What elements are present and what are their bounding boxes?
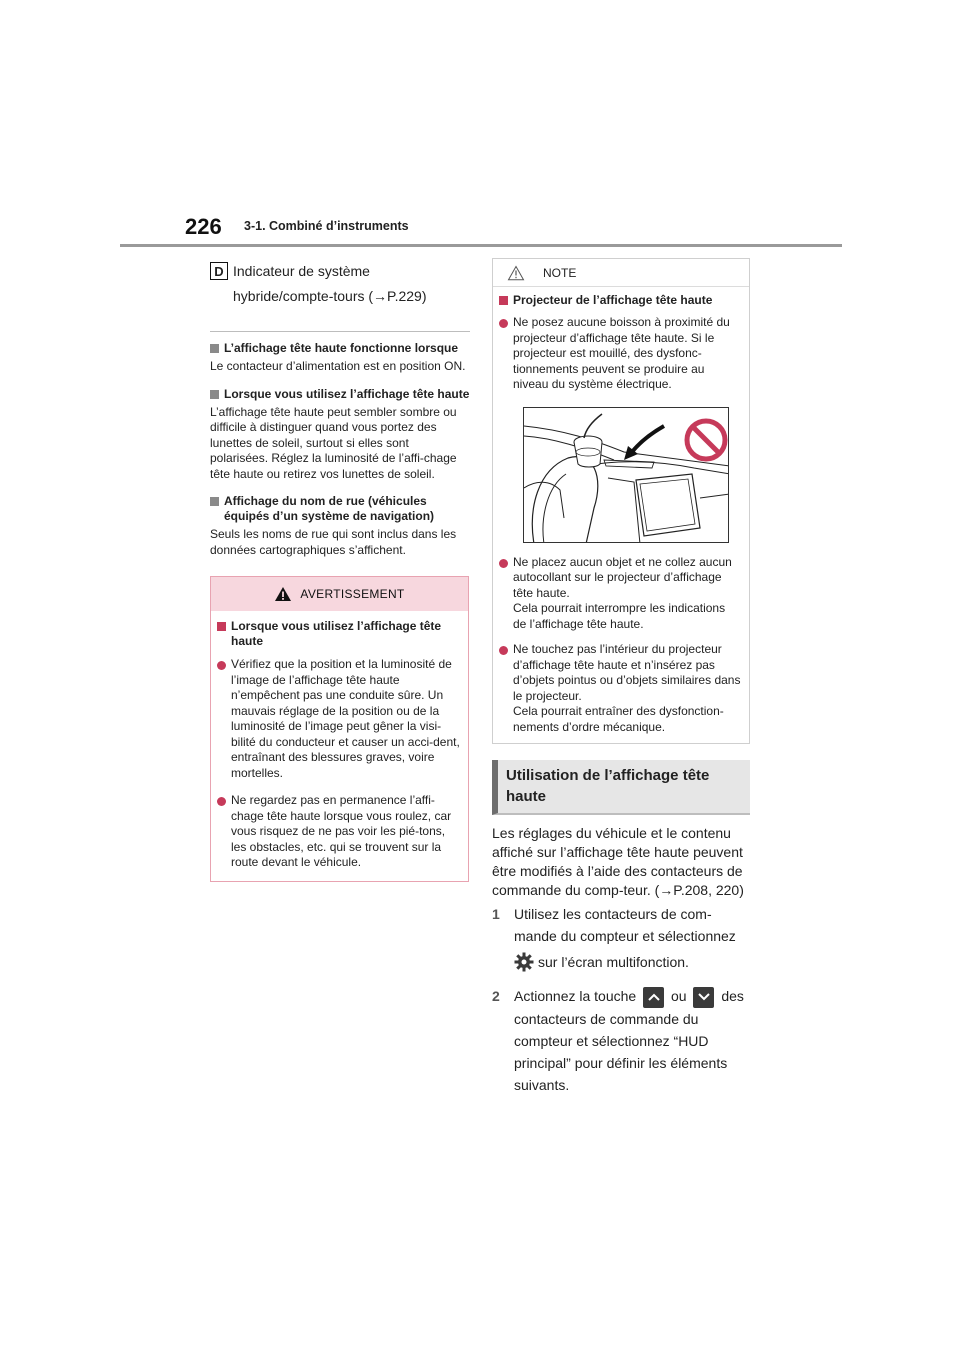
info-heading-text: L’affichage tête haute fonctionne lorsque xyxy=(224,341,459,355)
round-bullet-icon xyxy=(217,797,226,806)
round-bullet-icon xyxy=(499,646,508,655)
step-number: 1 xyxy=(492,906,500,922)
prohibited-icon xyxy=(687,421,725,459)
round-bullet-icon xyxy=(499,559,508,568)
note-bullet-text: Ne posez aucune boisson à proximité du projecteur d’affichage tête haute. Si le projecteur est mouillé, des dysfonc-tionnements peuvent se produire au niveau du système électrique. xyxy=(513,315,730,391)
section-subheading: Utilisation de l’affichage tête haute xyxy=(492,760,750,815)
info-heading xyxy=(210,494,470,524)
square-bullet-icon xyxy=(210,390,219,399)
dashboard-illustration xyxy=(524,408,729,543)
info-body: L’affichage tête haute peut sembler sombre ou difficile à distinguer quand vous portez des lunettes de soleil, surtout si elles sont polarisées. Réglez la luminosité de l’affi-chage tête haute ou retirez vos lunettes de soleil. xyxy=(210,404,457,481)
left-column xyxy=(210,260,470,882)
warning-title: AVERTISSEMENT xyxy=(300,587,405,601)
note-bullet xyxy=(499,315,741,393)
step-text: Actionnez la touche xyxy=(514,988,637,1004)
step-line: compteur et sélectionnez “HUD xyxy=(514,1032,709,1049)
step-line: principal” pour définir les éléments xyxy=(514,1054,728,1071)
legend-item-line1: Indicateur de système xyxy=(233,263,370,279)
warning-bullet xyxy=(217,657,460,781)
warning-content xyxy=(211,611,468,881)
chevron-up-icon xyxy=(643,987,664,1008)
info-body: Seuls les noms de rue qui sont inclus dans les données cartographiques s’affichent. xyxy=(210,527,457,557)
info-heading xyxy=(210,387,470,402)
note-title-bar xyxy=(493,259,749,287)
warning-triangle-icon xyxy=(274,586,292,602)
step-2 xyxy=(492,985,750,1096)
round-bullet-icon xyxy=(217,661,226,670)
step-icon-line xyxy=(514,951,750,973)
square-bullet-icon xyxy=(217,622,226,631)
note-bullet-text: Ne placez aucun objet et ne collez aucun autocollant sur le projecteur d’affichage tête haute. Cela pourrait interrompre les indications de l’affichage tête haute. xyxy=(513,554,732,631)
step-line: Utilisez les contacteurs de com- xyxy=(514,906,712,922)
info-body: Le contacteur d’alimentation est en position ON. xyxy=(210,359,466,373)
page-number: 226 xyxy=(185,214,222,239)
square-bullet-icon xyxy=(499,296,508,305)
note-content xyxy=(493,287,749,743)
step-line: mande du compteur et sélectionnez xyxy=(514,928,736,944)
warning-heading-text: Lorsque vous utilisez l’affichage tête haute xyxy=(231,619,442,648)
warning-bullet xyxy=(217,793,460,871)
info-heading-text: Affichage du nom de rue (véhicules équipés d’un système de navigation) xyxy=(224,494,435,523)
square-bullet-icon xyxy=(210,497,219,506)
info-heading xyxy=(210,341,470,356)
step-line: contacteurs de commande du xyxy=(514,1010,699,1027)
separator-rule xyxy=(210,331,470,332)
note-heading xyxy=(499,293,741,308)
header-rule xyxy=(120,244,842,247)
legend-badge: D xyxy=(210,262,228,280)
step-text: des xyxy=(721,988,744,1004)
step-line: sur l’écran multifonction. xyxy=(538,954,689,970)
info-block xyxy=(210,494,470,558)
info-heading-text: Lorsque vous utilisez l’affichage tête haute xyxy=(224,386,470,401)
caution-triangle-icon xyxy=(507,265,525,281)
step-line xyxy=(514,985,750,1008)
note-box xyxy=(492,258,750,744)
note-heading-text: Projecteur de l’affichage tête haute xyxy=(513,293,713,307)
legend-item-line2: hybride/compte-tours (→P.229) xyxy=(233,288,427,304)
square-bullet-icon xyxy=(210,344,219,353)
note-title: NOTE xyxy=(543,265,577,280)
step-number: 2 xyxy=(492,988,500,1004)
round-bullet-icon xyxy=(499,319,508,328)
section-title: 3-1. Combiné d’instruments xyxy=(244,219,409,233)
warning-heading xyxy=(217,619,460,649)
projector-illustration xyxy=(523,407,729,543)
warning-bullet-text: Ne regardez pas en permanence l’affi-chage tête haute lorsque vous roulez, car vous risquez de ne pas voir les pié-tons, les obstacles, etc. qui se trouvent sur la route devant le véhicule. xyxy=(231,793,452,869)
note-bullet xyxy=(499,642,741,735)
step-text: ou xyxy=(670,988,687,1004)
gear-icon xyxy=(514,952,534,972)
step-line: suivants. xyxy=(514,1076,570,1093)
note-bullet xyxy=(499,555,741,633)
warning-title-bar xyxy=(211,577,468,611)
step-1 xyxy=(492,903,750,973)
intro-paragraph: Les réglages du véhicule et le contenu affiché sur l’affichage tête haute peuvent être modifiés à l’aide des contacteurs de commande du comp-teur. (→P.208, 220) xyxy=(492,825,744,898)
legend-item-d xyxy=(210,260,470,307)
info-block xyxy=(210,387,470,483)
info-block xyxy=(210,341,470,375)
warning-bullet-text: Vérifiez que la position et la luminosité de l’image de l’affichage tête haute n’empêchent pas une conduite sûre. Un mauvais réglage de la position ou de la luminosité de l’image peut gêner la visi-bilité du conducteur et causer un acci-dent, entraînant des blessures graves, voire mortelles. xyxy=(231,657,460,780)
warning-box xyxy=(210,576,469,882)
note-bullet-text: Ne touchez pas l’intérieur du projecteur d’affichage tête haute et n’insérez pas d’objets pointus ou d’objets similaires dans le projecteur. Cela pourrait entraîner des dysfonction-nements d’ordre mécanique. xyxy=(513,642,741,734)
chevron-down-icon xyxy=(693,987,714,1008)
right-column xyxy=(492,258,750,1096)
